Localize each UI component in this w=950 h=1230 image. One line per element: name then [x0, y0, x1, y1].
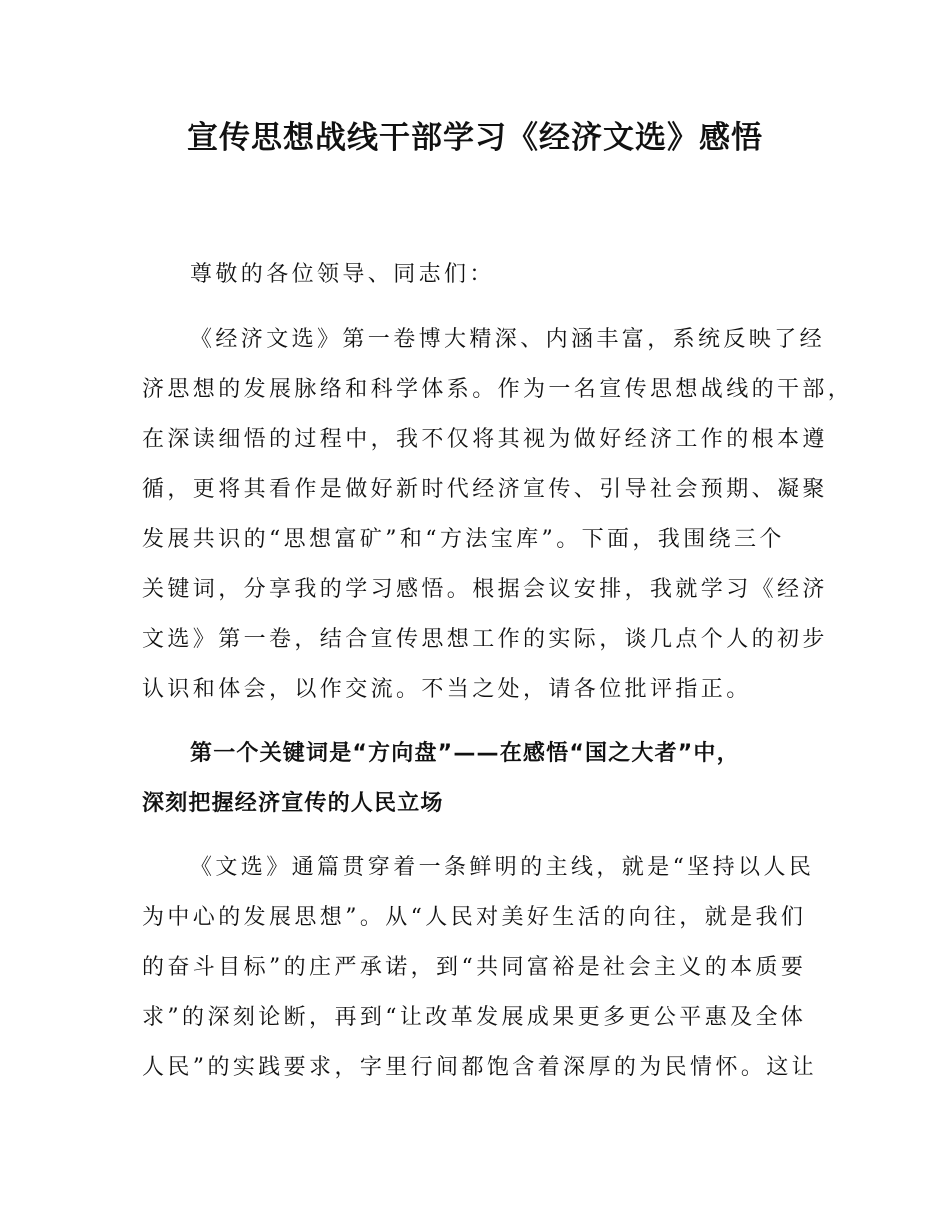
paragraph-2-line: 求”的深刻论断，再到“让改革发展成果更多更公平惠及全体 — [142, 1005, 807, 1030]
section-heading-line: 深刻把握经济宣传的人民立场 — [142, 791, 444, 816]
paragraph-1-line: 《经济文选》第一卷博大精深、内涵丰富，系统反映了经 — [190, 327, 826, 352]
paragraph-1-line: 发展共识的“思想富矿”和“方法宝库”。下面，我围绕三个 — [142, 527, 785, 552]
paragraph-1-line: 文选》第一卷，结合宣传思想工作的实际，谈几点个人的初步 — [142, 627, 828, 652]
paragraph-1-line: 关键词，分享我的学习感悟。根据会议安排，我就学习《经济 — [142, 577, 828, 602]
paragraph-2-line: 《文选》通篇贯穿着一条鲜明的主线，就是“坚持以人民 — [190, 855, 815, 880]
paragraph-2-line: 的奋斗目标”的庄严承诺，到“共同富裕是社会主义的本质要 — [142, 955, 807, 980]
paragraph-1-line: 认识和体会，以作交流。不当之处，请各位批评指正。 — [142, 677, 752, 702]
paragraph-2-line: 为中心的发展思想”。从“人民对美好生活的向往，就是我们 — [142, 905, 807, 930]
section-heading-line: 第一个关键词是“方向盘”——在感悟“国之大者”中， — [190, 741, 740, 766]
document-title: 宣传思想战线干部学习《经济文选》感悟 — [187, 120, 763, 156]
paragraph-1-line: 循，更将其看作是做好新时代经济宣传、引导社会预期、凝聚 — [142, 477, 828, 502]
greeting: 尊敬的各位领导、同志们： — [190, 262, 495, 287]
paragraph-1-line: 济思想的发展脉络和科学体系。作为一名宣传思想战线的干部， — [142, 377, 854, 402]
paragraph-1-line: 在深读细悟的过程中，我不仅将其视为做好经济工作的根本遵 — [142, 427, 828, 452]
paragraph-2-line: 人民”的实践要求，字里行间都饱含着深厚的为民情怀。这让 — [142, 1055, 818, 1080]
